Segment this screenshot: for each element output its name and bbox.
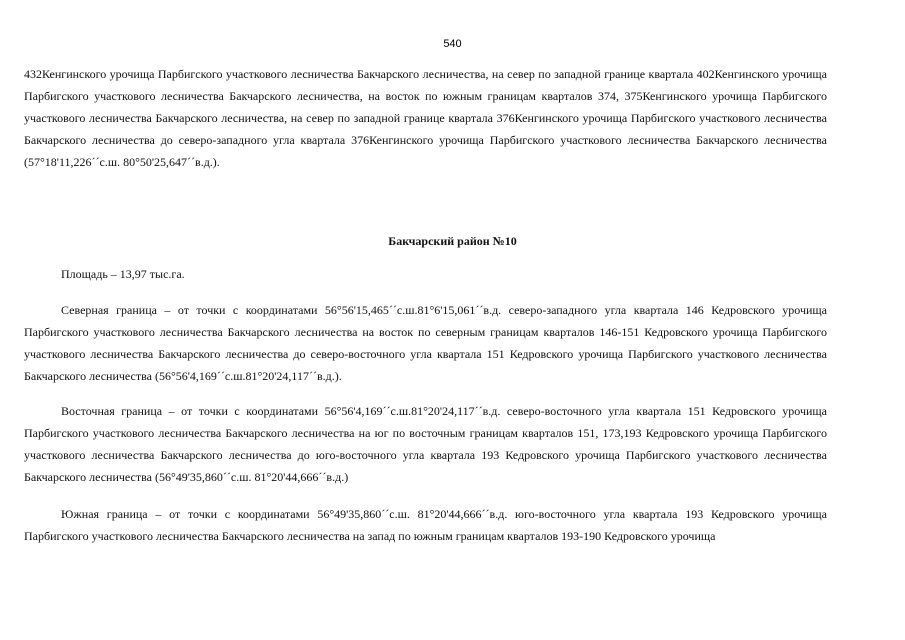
area-paragraph: Площадь – 13,97 тыс.га. (61, 267, 185, 281)
section-title: Бакчарский район №10 (388, 234, 517, 248)
intro-paragraph: 432Кенгинского урочища Парбигского участкового лесничества Бакчарского лесничества, на север по западной границе квартала 402Кенгинского урочища Парбигского участкового лесничества Бакчарского лесничества, на восток по южным границам кварталов 374, 375Кенгинского урочища Парбигского участкового лесничества Бакчарского лесничества, на север по западной границе квартала 376Кенгинского урочища Парбигского участкового лесничества Бакчарского лесничества до северо-западного угла квартала 376Кенгинского урочища Парбигского участкового лесничества Бакчарского лесничества (57°18'11,226´´с.ш. 80°50'25,647´´в.д.). (24, 67, 827, 169)
east-boundary-paragraph: Восточная граница – от точки с координатами 56°56'4,169´´с.ш.81°20'24,117´´в.д. северо-восточного угла квартала 151 Кедровского урочища Парбигского участкового лесничества Бакчарского лесничества на юг по восточным границам кварталов 151, 173,193 Кедровского урочища Парбигского участкового лесничества Бакчарского лесничества до юго-восточного угла квартала 193 Кедровского урочища Парбигского участкового лесничества Бакчарского лесничества (56°49'35,860´´с.ш. 81°20'44,666´´в.д.) (24, 404, 827, 484)
south-boundary-paragraph: Южная граница – от точки с координатами 56°49'35,860´´с.ш. 81°20'44,666´´в.д. юго-восточного угла квартала 193 Кедровского урочища Парбигского участкового лесничества Бакчарского лесничества на запад по южным границам кварталов 193-190 Кедровского урочища (24, 507, 827, 543)
page-number: 540 (443, 38, 462, 50)
north-boundary-paragraph: Северная граница – от точки с координатами 56°56'15,465´´с.ш.81°6'15,061´´в.д. северо-западного угла квартала 146 Кедровского урочища Парбигского участкового лесничества Бакчарского лесничества на восток по северным границам кварталов 146-151 Кедровского урочища Парбигского участкового лесничества Бакчарского лесничества до северо-восточного угла квартала 151 Кедровского урочища Парбигского участкового лесничества Бакчарского лесничества (56°56'4,169´´с.ш.81°20'24,117´´в.д.). (24, 303, 827, 383)
